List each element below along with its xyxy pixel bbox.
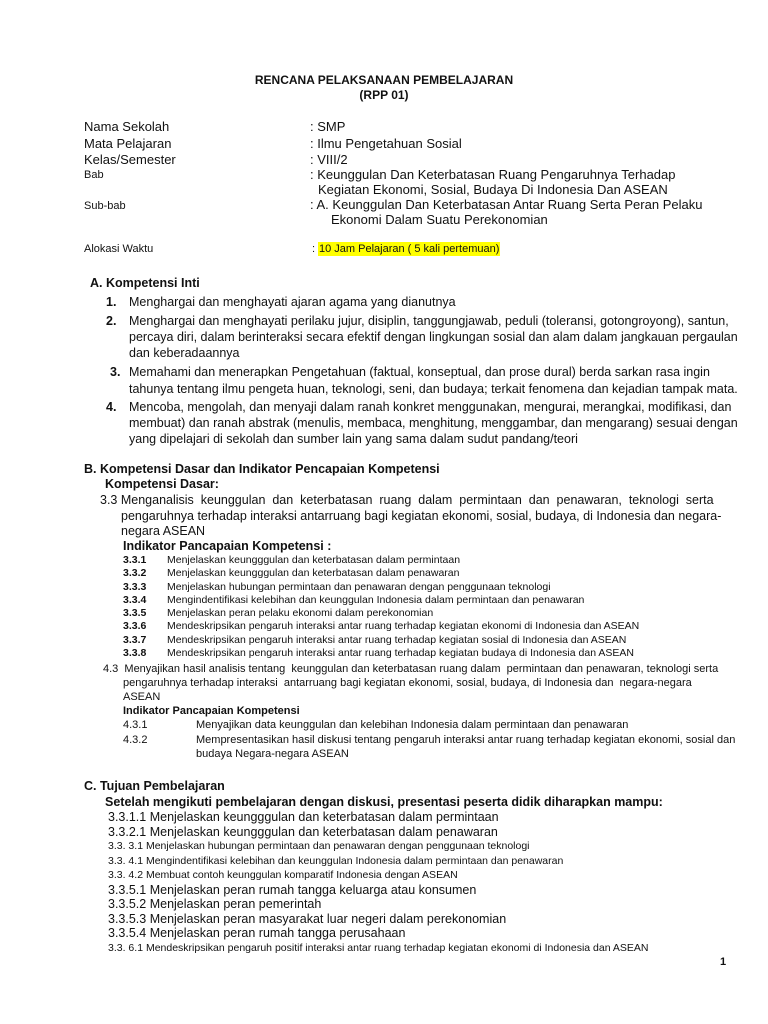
- indicator-item-number: 3.3.4: [123, 593, 147, 606]
- indicator-list-3-3: [123, 554, 639, 660]
- ki-3: [110, 365, 710, 379]
- label-sub-bab: Sub-bab: [84, 200, 126, 212]
- indicator-item-text: Menjelaskan keungggulan dan keterbatasan dalam permintaan: [167, 554, 461, 566]
- label-alokasi-waktu: Alokasi Waktu: [84, 243, 154, 255]
- ki-4-line3: yang dipelajari di sekolah dan sumber lain yang sama dalam sudut pandang/teori: [129, 432, 578, 446]
- indicator-item: [123, 647, 639, 660]
- kd-4-3-line2: pengaruhnya terhadap interaksi antarruang bagi kegiatan ekonomi, sosial, budaya, di Indonesia dan negara-negara: [123, 677, 692, 689]
- tujuan-item: 3.3.5.3 Menjelaskan peran masyarakat luar negeri dalam perekonomian: [108, 911, 507, 926]
- tujuan-item: 3.3.2.1 Menjelaskan keungggulan dan keterbatasan dalam penawaran: [108, 824, 498, 839]
- document-title: RENCANA PELAKSANAAN PEMBELAJARAN: [254, 73, 514, 87]
- indicator-heading: Indikator Pancapaian Kompetensi :: [123, 539, 332, 553]
- ki-4-line2: membuat) dan ranah abstrak (menulis, membaca, menghitung, menggambar, dan mengarang) sesuai dengan: [129, 416, 738, 430]
- indicator-4-3-1-text: Menyajikan data keunggulan dan kelebihan Indonesia dalam permintaan dan penawaran: [196, 719, 629, 731]
- ki-2-line3: dan keberadaannya: [129, 346, 240, 360]
- kd-3-3-line1: 3.3 Menganalisis keunggulan dan keterbatasan ruang dalam permintaan dan penawaran, teknologi serta: [100, 493, 714, 507]
- indicator-4-3-2-line1: Mempresentasikan hasil diskusi tentang pengaruh interaksi antar ruang terhadap kegiatan ekonomi, sosial dan: [196, 734, 736, 746]
- section-a-heading: A. Kompetensi Inti: [90, 276, 200, 290]
- tujuan-item: 3.3. 4.2 Membuat contoh keunggulan komparatif Indonesia dengan ASEAN: [108, 869, 458, 881]
- indicator-4-3-1-number: 4.3.1: [123, 719, 148, 731]
- kd-3-3-line2: pengaruhnya terhadap interaksi antarruang bagi kegiatan ekonomi, sosial, budaya, di Indonesia dan negara-: [121, 509, 722, 523]
- label-nama-sekolah: Nama Sekolah: [84, 119, 170, 134]
- indicator-4-3-2-line2: budaya Negara-negara ASEAN: [196, 748, 349, 760]
- section-c-heading: C. Tujuan Pembelajaran: [84, 779, 225, 793]
- page-number: 1: [720, 956, 727, 968]
- indicator-item-text: Mendeskripsikan pengaruh interaksi antar ruang terhadap kegiatan budaya di Indonesia dan ASEAN: [167, 647, 634, 660]
- ki-3-line2: tahunya tentang ilmu pengeta huan, teknologi, seni, dan budaya; terkait fenomena dan kejadian tampak mata.: [129, 382, 738, 396]
- indicator-item-text: Menjelaskan keungggulan dan keterbatasan dalam penawaran: [167, 567, 460, 580]
- ki-3-line1: Memahami dan menerapkan Pengetahuan (faktual, konseptual, dan prose dural) berda sarkan rasa ingin: [129, 365, 710, 379]
- tujuan-item: 3.3. 3.1 Menjelaskan hubungan permintaan dan penawaran dengan penggunaan teknologi: [108, 840, 530, 852]
- section-b-heading: B. Kompetensi Dasar dan Indikator Pencapaian Kompetensi: [84, 462, 440, 476]
- indicator-item-text: Mendeskripsikan pengaruh interaksi antar ruang terhadap kegiatan sosial di Indonesia dan ASEAN: [167, 633, 627, 646]
- ki-1-number: 1.: [106, 295, 117, 309]
- indicator-item-number: 3.3.1: [123, 554, 147, 566]
- indicator-item-number: 3.3.5: [123, 607, 147, 620]
- indicator-item-number: 3.3.3: [123, 580, 147, 593]
- indicator-item: [123, 607, 639, 620]
- indicator-4-3-2-number: 4.3.2: [123, 734, 148, 746]
- ki-4-line1: Mencoba, mengolah, dan menyaji dalam ranah konkret menggunakan, mengurai, merangkai, modifikasi, dan: [129, 400, 732, 414]
- value-nama-sekolah: : SMP: [310, 119, 346, 134]
- indicator-item: [123, 567, 639, 580]
- kd-4-3-line3: ASEAN: [123, 691, 161, 703]
- value-bab-line2: Kegiatan Ekonomi, Sosial, Budaya Di Indonesia Dan ASEAN: [318, 182, 668, 197]
- tujuan-item: 3.3.5.2 Menjelaskan peran pemerintah: [108, 897, 322, 911]
- section-c-intro: Setelah mengikuti pembelajaran dengan diskusi, presentasi peserta didik diharapkan mampu:: [105, 795, 663, 809]
- indicator-item-text: Menjelaskan hubungan permintaan dan penawaran dengan penggunaan teknologi: [167, 580, 551, 593]
- value-alokasi-colon: :: [312, 243, 316, 255]
- value-alokasi-waktu: 10 Jam Pelajaran ( 5 kali pertemuan): [319, 243, 500, 255]
- indicator-item-number: 3.3.6: [123, 620, 147, 633]
- tujuan-item: 3.3.5.1 Menjelaskan peran rumah tangga keluarga atau konsumen: [108, 882, 477, 897]
- indicator-item: [123, 620, 639, 633]
- label-kelas-semester: Kelas/Semester: [84, 152, 176, 167]
- tujuan-item: 3.3.5.4 Menjelaskan peran rumah tangga perusahaan: [108, 926, 406, 940]
- indicator-item: [123, 594, 639, 607]
- tujuan-item: 3.3. 6.1 Mendeskripsikan pengaruh positif interaksi antar ruang terhadap kegiatan ekonomi di Indonesia dan ASEAN: [108, 941, 649, 954]
- ki-2-line2: percaya diri, dalam berinteraksi secara efektif dengan lingkungan sosial dan alam dalam jangkauan pergaulan: [129, 330, 738, 344]
- value-mata-pelajaran: : Ilmu Pengetahuan Sosial: [310, 136, 462, 151]
- kd-4-3-line1: 4.3 Menyajikan hasil analisis tentang keunggulan dan keterbatasan ruang dalam permintaan dan penawaran, teknologi serta: [103, 663, 719, 675]
- value-kelas-semester: : VIII/2: [310, 152, 348, 167]
- label-mata-pelajaran: Mata Pelajaran: [84, 136, 172, 151]
- ki-3-number: 3.: [110, 365, 121, 379]
- document-subtitle: (RPP 01): [359, 88, 409, 102]
- indicator-item-text: Mengindentifikasi kelebihan dan keunggulan Indonesia dalam permintaan dan penawaran: [167, 593, 585, 606]
- indicator-item: [123, 634, 639, 647]
- value-sub-bab-line1: : A. Keunggulan Dan Keterbatasan Antar Ruang Serta Peran Pelaku: [310, 197, 703, 212]
- tujuan-item: 3.3. 4.1 Mengindentifikasi kelebihan dan keunggulan Indonesia dalam permintaan dan penawaran: [108, 854, 564, 867]
- indicator-item: [123, 581, 639, 594]
- indicator-item: [123, 554, 639, 567]
- indicator-item-text: Mendeskripsikan pengaruh interaksi antar ruang terhadap kegiatan ekonomi di Indonesia dan ASEAN: [167, 620, 640, 633]
- kd-3-3-line3: negara ASEAN: [121, 524, 206, 538]
- ki-4-number: 4.: [106, 400, 117, 414]
- indicator-4-3-heading: Indikator Pancapaian Kompetensi: [123, 705, 300, 717]
- indicator-item-number: 3.3.8: [123, 647, 147, 660]
- kd-heading: Kompetensi Dasar:: [105, 477, 219, 491]
- indicator-4-3-2: [123, 734, 735, 746]
- tujuan-item: 3.3.1.1 Menjelaskan keungggulan dan keterbatasan dalam permintaan: [108, 810, 499, 824]
- indicator-item-number: 3.3.2: [123, 567, 147, 580]
- ki-2-number: 2.: [106, 314, 117, 328]
- value-bab-line1: : Keunggulan Dan Keterbatasan Ruang Pengaruhnya Terhadap: [310, 167, 676, 182]
- tujuan-list: [108, 810, 649, 955]
- ki-1: [106, 295, 456, 309]
- value-sub-bab-line2: Ekonomi Dalam Suatu Perekonomian: [331, 212, 548, 227]
- ki-1-text: Menghargai dan menghayati ajaran agama yang dianutnya: [129, 295, 456, 309]
- indicator-item-number: 3.3.7: [123, 633, 147, 646]
- indicator-4-3-1: [123, 719, 628, 731]
- label-bab: Bab: [84, 169, 104, 181]
- ki-2-line1: Menghargai dan menghayati perilaku jujur, disiplin, tanggungjawab, peduli (toleransi, gotongroyong), santun,: [129, 314, 729, 328]
- ki-4: [106, 400, 731, 414]
- ki-2: [106, 314, 729, 328]
- indicator-item-text: Menjelaskan peran pelaku ekonomi dalam perekonomian: [167, 607, 434, 620]
